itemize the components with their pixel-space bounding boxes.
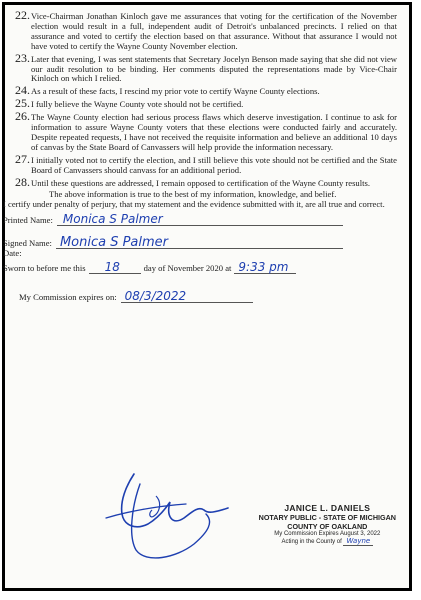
commission-row xyxy=(19,288,253,303)
paragraph-text: As a result of these facts, I rescind my prior vote to certify Wayne County elections. xyxy=(31,86,320,97)
sworn-middle: day of November 2020 at xyxy=(143,263,232,274)
date-label: Date: xyxy=(3,248,22,259)
notary-name: JANICE L. DANIELS xyxy=(284,503,371,513)
paragraph-number: 27. xyxy=(15,151,30,166)
sworn-row xyxy=(3,259,397,274)
paragraph-24 xyxy=(15,83,397,98)
paragraph-text: Later that evening, I was sent statements that Secretary Jocelyn Benson made saying that she did not view our audit resolution to be binding. Her comments disputed the representations made by Vice-Chair Kinloch on which I relied. xyxy=(31,53,397,84)
paragraph-number: 23. xyxy=(15,50,30,65)
notary-acting-county: Wayne xyxy=(343,537,373,546)
truth-statement: The above information is true to the best of my information, knowledge, and belief. xyxy=(49,188,337,199)
paragraph-text: Until these questions are addressed, I remain opposed to certification of the Wayne County results. xyxy=(31,177,370,188)
signed-name-row xyxy=(3,234,343,249)
commission-handwriting: 08/3/2022 xyxy=(124,289,187,304)
signed-name-handwriting: Monica S Palmer xyxy=(59,235,169,251)
paragraph-text: The Wayne County election had serious process flaws which deserve investigation. I continue to ask for information to assure Wayne County voters that these elections were conducted fairly and accurately. Despite repeated requests, I have not received the requisite information and believe an additional 10 days of canvas by the State Board of Canvassers will help provide the information necessary. xyxy=(31,112,397,152)
printed-name-line xyxy=(57,212,343,226)
sworn-prefix: Sworn to before me this xyxy=(3,263,86,274)
signed-name-line xyxy=(56,235,343,249)
paragraph-28 xyxy=(15,174,397,189)
paragraph-text: I initially voted not to certify the election, and I still believe this vote should not be certified and the State Board of Canvassers should canvass for an additional period. xyxy=(31,154,397,175)
paragraph-25 xyxy=(15,96,397,111)
notary-signature xyxy=(96,466,236,566)
paragraph-number: 25. xyxy=(15,96,30,111)
printed-name-handwriting: Monica S Palmer xyxy=(62,212,163,227)
commission-line xyxy=(121,289,253,303)
perjury-statement: I certify under penalty of perjury, that my statement and the evidence submitted with it, are all true and correct. xyxy=(3,199,385,210)
paragraph-26 xyxy=(15,109,397,153)
printed-name-label: Printed Name: xyxy=(3,215,53,226)
paragraph-number: 28. xyxy=(15,174,30,189)
signed-name-label: Signed Name: xyxy=(3,238,52,249)
sworn-day-line xyxy=(89,260,141,274)
commission-label: My Commission expires on: xyxy=(19,292,117,303)
sworn-time-handwriting: 9:33 pm xyxy=(238,260,289,275)
notary-stamp xyxy=(259,503,396,545)
sworn-time-line xyxy=(234,260,296,274)
paragraph-text: I fully believe the Wayne County vote should not be certified. xyxy=(31,99,244,110)
paragraph-text: Vice-Chairman Jonathan Kinloch gave me assurances that voting for the certification of the November election would result in a full, independent audit of Detroit's unbalanced precincts. I relied on that assurance and voted to certify the election based on that assurance. Without that assurance I would not have voted to certify the Wayne County November election. xyxy=(31,11,397,51)
paragraph-27 xyxy=(15,151,397,176)
notary-expires: My Commission Expires August 3, 2022 xyxy=(274,531,381,537)
notary-title: NOTARY PUBLIC - STATE OF MICHIGAN xyxy=(258,513,396,522)
notary-acting xyxy=(259,537,396,545)
paragraph-number: 24. xyxy=(15,83,30,98)
printed-name-row xyxy=(3,211,343,226)
sworn-day-handwriting: 18 xyxy=(104,260,120,275)
notary-county: COUNTY OF OAKLAND xyxy=(287,522,368,531)
paragraph-22 xyxy=(15,8,397,52)
notary-acting-label: Acting in the County of xyxy=(281,539,342,545)
affidavit-body xyxy=(3,8,397,304)
paragraph-23 xyxy=(15,50,397,85)
paragraph-number: 22. xyxy=(15,8,30,22)
paragraph-number: 26. xyxy=(15,109,30,124)
